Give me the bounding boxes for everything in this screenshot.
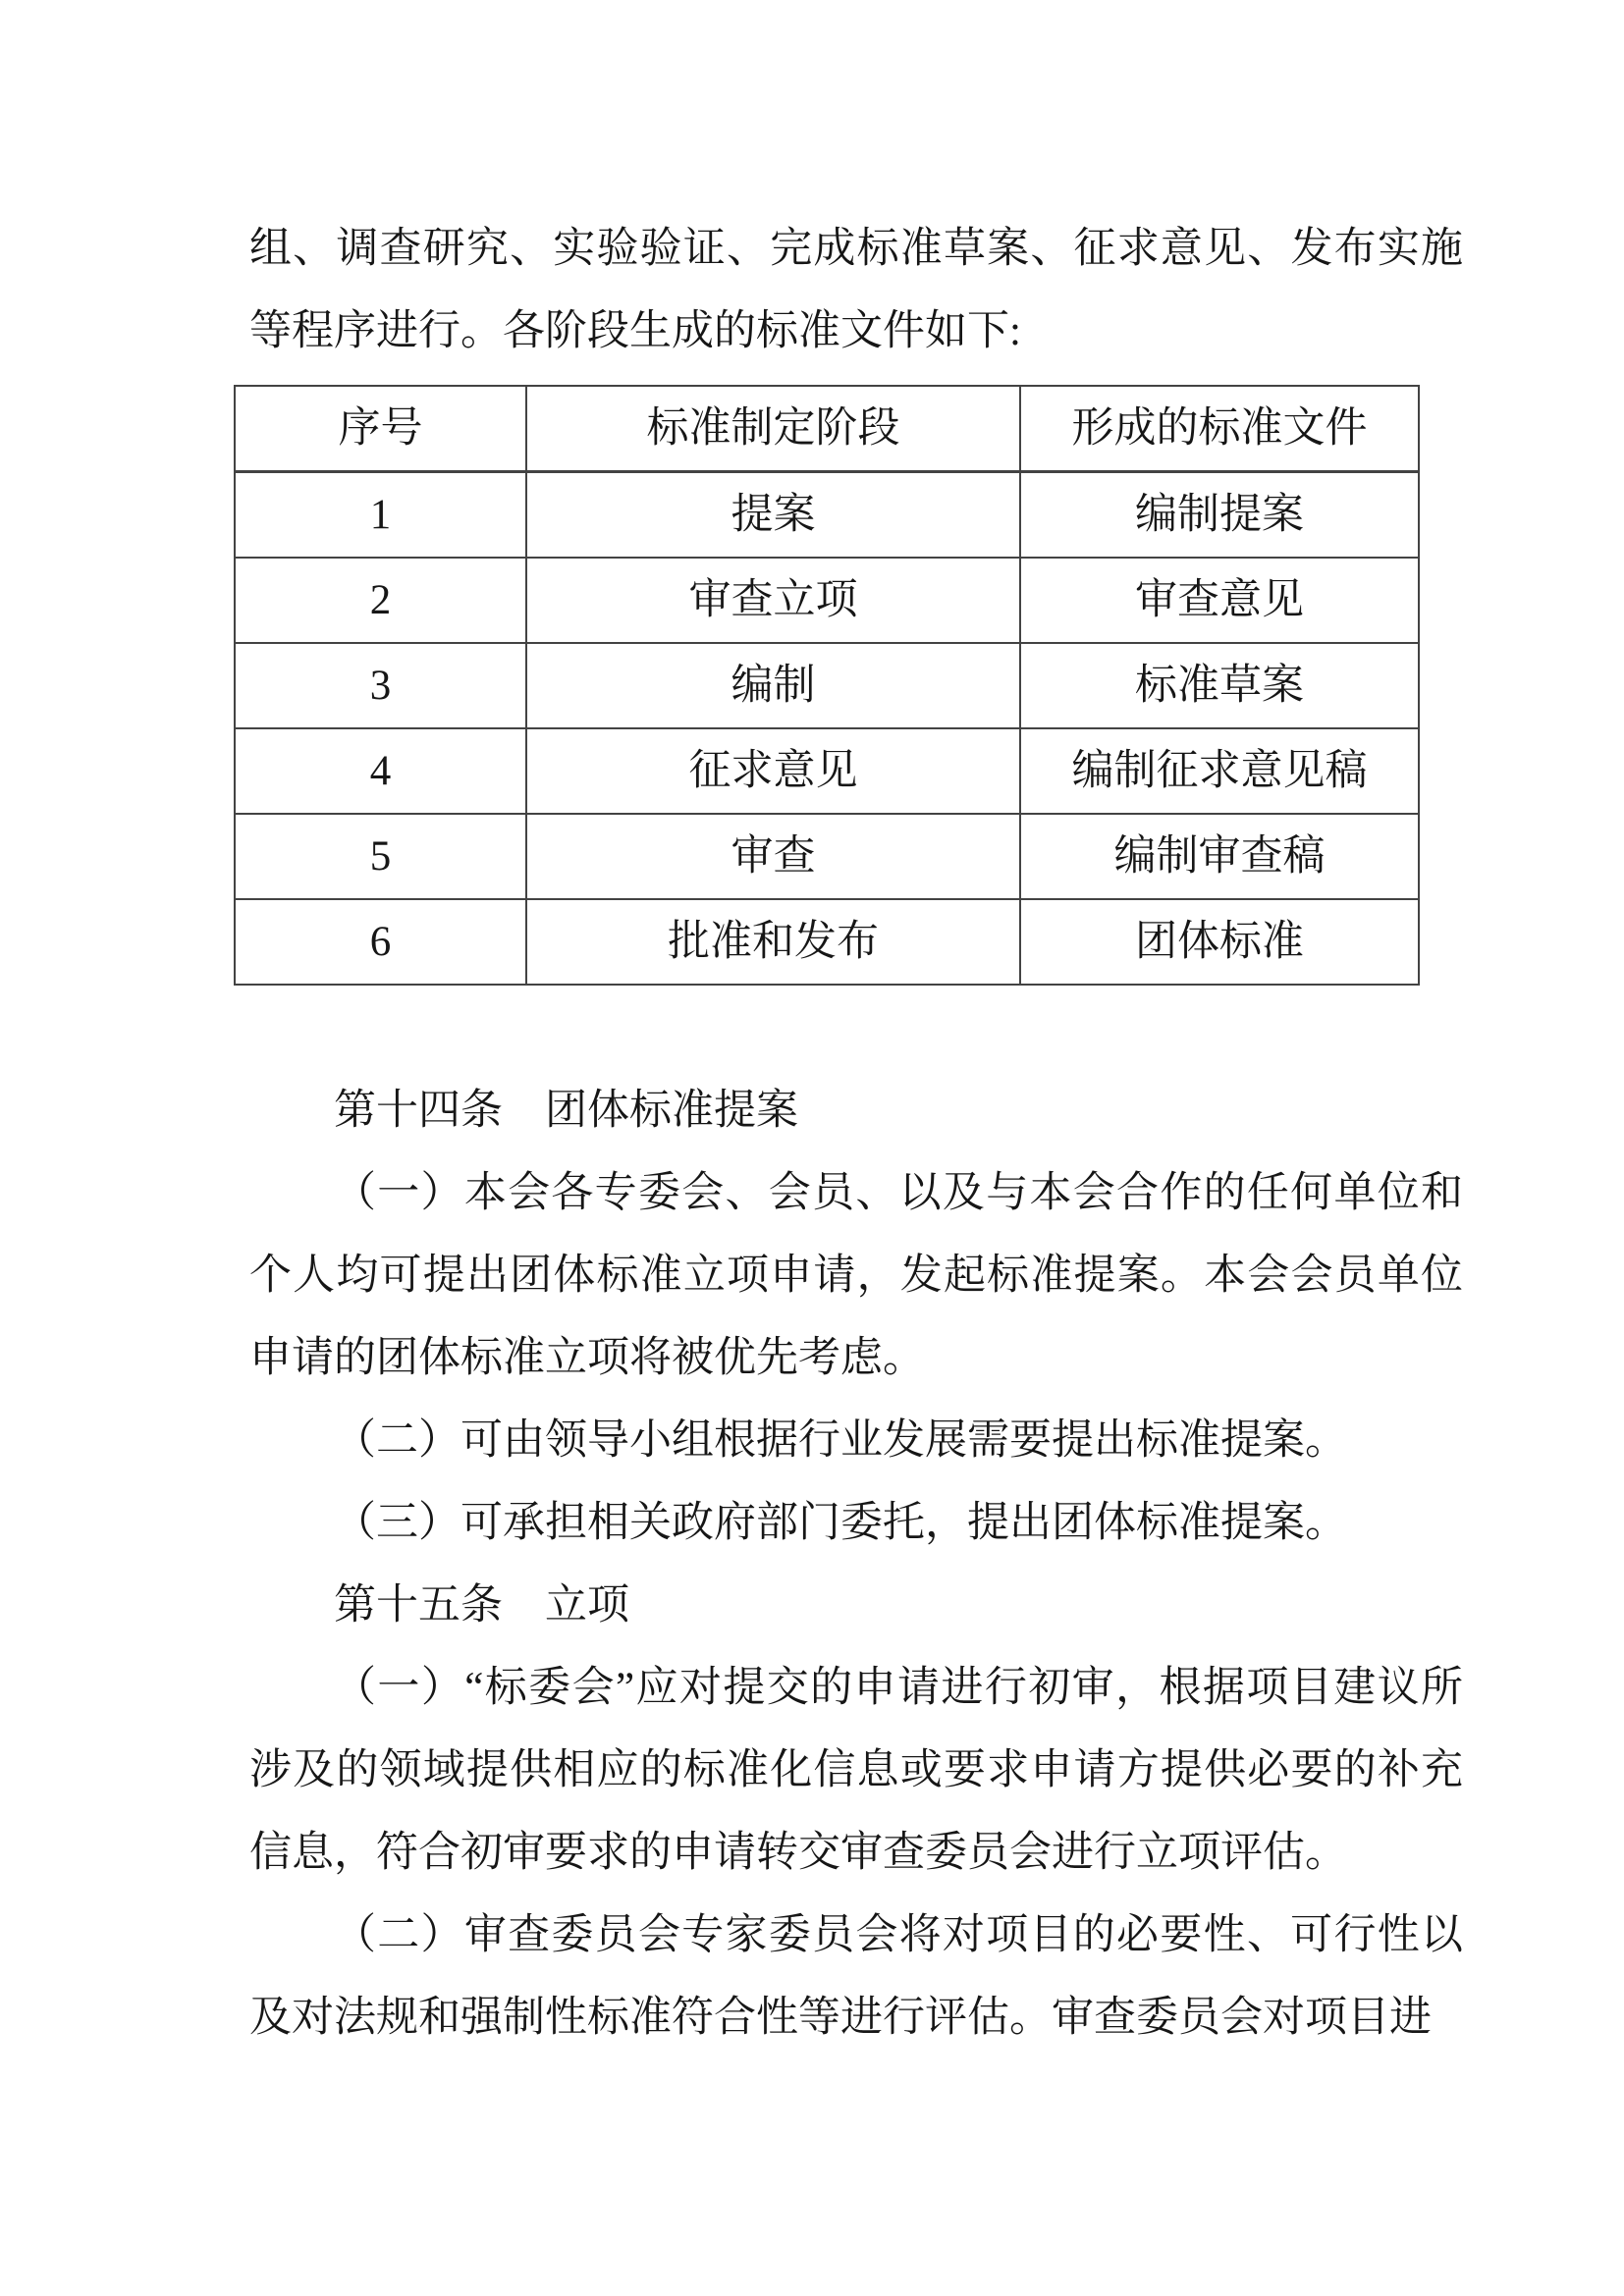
table-cell-index: 3 (235, 643, 526, 728)
table-header-stage: 标准制定阶段 (526, 386, 1020, 472)
article-14-item-2: （二）可由领导小组根据行业发展需要提出标准提案。 (334, 1417, 1347, 1464)
table-cell-output: 团体标准 (1020, 899, 1419, 985)
intro-paragraph: 组、调查研究、实验验证、完成标准草案、征求意见、发布实施等程序进行。各阶段生成的标准文件如下: (249, 226, 1463, 354)
article-14-item-3: （三）可承担相关政府部门委托，提出团体标准提案。 (334, 1500, 1347, 1546)
table-row (235, 814, 1419, 899)
table-cell-index: 2 (235, 558, 526, 643)
table-cell-output: 编制征求意见稿 (1020, 728, 1419, 814)
table-cell-output: 审查意见 (1020, 558, 1419, 643)
table-row (235, 899, 1419, 985)
table-cell-output: 标准草案 (1020, 643, 1419, 728)
table-cell-stage: 审查 (526, 814, 1020, 899)
table-cell-stage: 审查立项 (526, 558, 1020, 643)
table-cell-index: 5 (235, 814, 526, 899)
table-cell-stage: 提案 (526, 472, 1020, 559)
standards-stages-table (234, 385, 1420, 986)
article-15-item-1: （一）“标委会”应对提交的申请进行初审，根据项目建议所涉及的领域提供相应的标准化信息或要求申请方提供必要的补充信息，符合初审要求的申请转交审查委员会进行立项评估。 (249, 1665, 1463, 1876)
article-14-item-1: （一）本会各专委会、会员、以及与本会合作的任何单位和个人均可提出团体标准立项申请，发起标准提案。本会会员单位申请的团体标准立项将被优先考虑。 (249, 1170, 1463, 1381)
table-row (235, 472, 1419, 559)
table-cell-index: 1 (235, 472, 526, 559)
article-heading-15: 第十五条 立项 (334, 1582, 629, 1629)
table-cell-index: 6 (235, 899, 526, 985)
table-row (235, 558, 1419, 643)
article-15-item-2: （二）审查委员会专家委员会将对项目的必要性、可行性以及对法规和强制性标准符合性等进行评估。审查委员会对项目进 (249, 1912, 1463, 2041)
table-row (235, 643, 1419, 728)
table-header-index: 序号 (235, 386, 526, 472)
table-cell-stage: 编制 (526, 643, 1020, 728)
table-cell-stage: 征求意见 (526, 728, 1020, 814)
table-cell-output: 编制审查稿 (1020, 814, 1419, 899)
table-header-output: 形成的标准文件 (1020, 386, 1419, 472)
table-row (235, 728, 1419, 814)
table-header-row (235, 386, 1419, 472)
table-cell-index: 4 (235, 728, 526, 814)
document-body (249, 208, 1463, 2059)
table-cell-output: 编制提案 (1020, 472, 1419, 559)
article-heading-14: 第十四条 团体标准提案 (334, 1088, 798, 1134)
table-cell-stage: 批准和发布 (526, 899, 1020, 985)
